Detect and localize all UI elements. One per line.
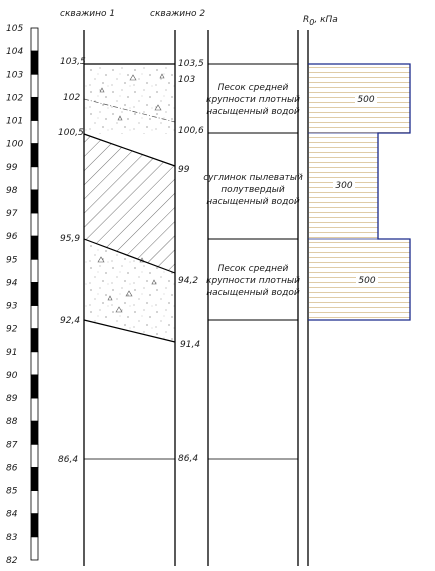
well-2-mark: 86,4 [178, 454, 199, 464]
well-2-header: скважино 2 [150, 9, 206, 19]
scale-tick-label: 104 [6, 47, 24, 58]
scale-segment [31, 74, 38, 97]
r0-header: R0, кПа [303, 15, 338, 27]
scale-segment [31, 51, 38, 74]
scale-segment [31, 282, 38, 305]
scale-segment [31, 121, 38, 144]
scale-segment [31, 236, 38, 259]
scale-tick-label: 86 [6, 463, 18, 474]
scale-tick-label: 94 [6, 278, 18, 289]
scale-segment [31, 259, 38, 282]
elevation-scale [6, 24, 38, 566]
scale-tick-label: 98 [6, 185, 18, 196]
scale-segment [31, 28, 38, 51]
well-1-mark: 100,5 [58, 128, 84, 138]
r0-value-3: 500 [358, 276, 376, 286]
scale-segment [31, 352, 38, 375]
scale-tick-label: 100 [6, 139, 24, 150]
layer-2-description [203, 173, 303, 207]
layer-2-desc-line: полутвердый [221, 185, 285, 195]
scale-tick-label: 87 [6, 440, 18, 451]
r0-value-2: 300 [335, 181, 353, 191]
scale-tick-label: 88 [6, 417, 18, 428]
scale-segment [31, 329, 38, 352]
scale-segment [31, 467, 38, 490]
layer-1-desc-line: насыщенный водой [206, 107, 300, 117]
well-2-mark: 94,2 [178, 276, 199, 286]
well-1-mark: 103,5 [60, 57, 86, 67]
scale-segment [31, 306, 38, 329]
scale-segment [31, 375, 38, 398]
layer-3-description [206, 264, 300, 298]
scale-tick-label: 97 [6, 209, 18, 220]
well-1-mark: 102 [63, 93, 81, 103]
scale-tick-label: 90 [6, 370, 18, 381]
well-2-mark: 100,6 [178, 126, 204, 136]
well-1-mark: 86,4 [58, 455, 79, 465]
layer-3-desc-line: Песок средней [217, 264, 289, 274]
scale-segment [31, 398, 38, 421]
layer-3-desc-line: крупности плотный [206, 276, 300, 286]
well-2-mark: 103,5 [178, 59, 204, 69]
scale-tick-label: 82 [6, 555, 18, 566]
r0-value-1: 500 [357, 95, 375, 105]
well-1-marks [58, 57, 86, 465]
scale-tick-label: 93 [6, 301, 18, 312]
scale-tick-label: 85 [6, 486, 18, 497]
scale-segment [31, 491, 38, 514]
scale-tick-label: 101 [6, 116, 24, 127]
layer-1-desc-line: Песок средней [217, 83, 289, 93]
well-1-header: скважино 1 [60, 9, 116, 19]
scale-tick-label: 99 [6, 162, 18, 173]
scale-segment [31, 190, 38, 213]
scale-tick-label: 105 [6, 24, 24, 34]
well-1-mark: 95,9 [60, 234, 81, 244]
well-1-mark: 92,4 [60, 316, 81, 326]
well-2-marks [178, 59, 204, 464]
scale-segment [31, 537, 38, 560]
scale-tick-label: 84 [6, 509, 18, 520]
sand-layer-upper [84, 64, 175, 134]
scale-tick-label: 92 [6, 324, 18, 335]
scale-tick-label: 83 [6, 532, 18, 543]
layer-1-description [206, 83, 300, 117]
well-2-mark: 91,4 [180, 340, 201, 350]
layer-2-desc-line: насыщенный водой [206, 197, 300, 207]
well-2-mark: 103 [178, 75, 196, 85]
scale-segment [31, 144, 38, 167]
scale-tick-label: 91 [6, 347, 18, 358]
scale-tick-label: 103 [6, 70, 24, 81]
scale-segment [31, 514, 38, 537]
well-2-mark: 99 [178, 165, 190, 175]
scale-segment [31, 167, 38, 190]
layer-1-desc-line: крупности плотный [206, 95, 300, 105]
scale-tick-label: 89 [6, 394, 18, 405]
scale-tick-label: 95 [6, 255, 18, 266]
scale-segment [31, 421, 38, 444]
scale-tick-label: 96 [6, 232, 18, 243]
layer-3-desc-line: насыщенный водой [206, 288, 300, 298]
layer-2-desc-line: суглинок пылеватый [203, 173, 303, 183]
scale-segment [31, 444, 38, 467]
scale-segment [31, 97, 38, 120]
scale-segment [31, 213, 38, 236]
scale-tick-label: 102 [6, 93, 24, 104]
